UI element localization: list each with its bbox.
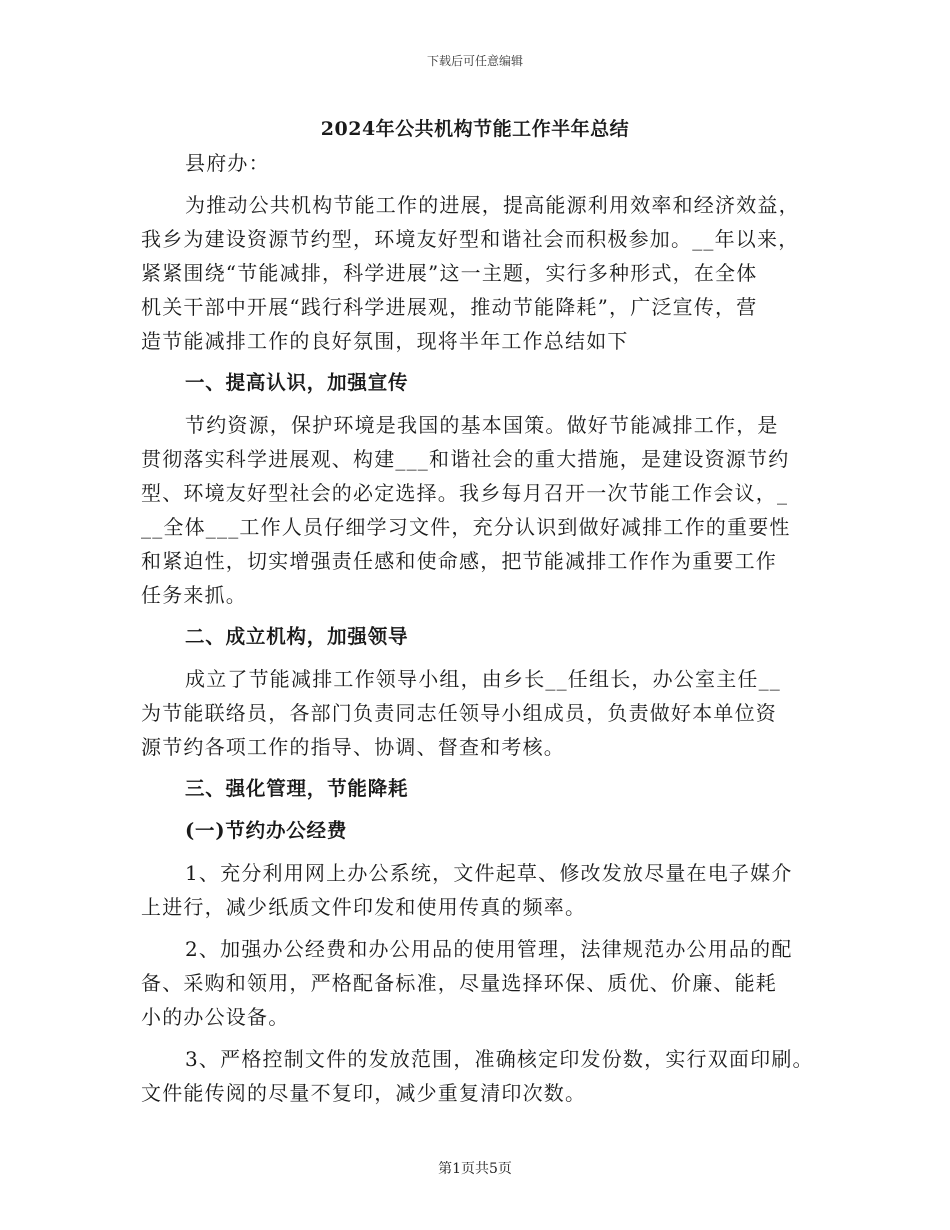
section2-line: 成立了节能减排工作领导小组，由乡长__任组长，办公室主任__ xyxy=(185,667,781,691)
section2-line: 为节能联络员，各部门负责同志任领导小组成员，负责做好本单位资 xyxy=(141,701,777,725)
item-line: 1、充分利用网上办公系统，文件起草、修改发放尽量在电子媒介 xyxy=(185,861,793,885)
intro-line: 为推动公共机构节能工作的进展，提高能源利用效率和经济效益， xyxy=(185,193,800,217)
section1-line: __全体___工作人员仔细学习文件，充分认识到做好减排工作的重要性 xyxy=(141,515,791,539)
section3-heading: 三、强化管理，节能降耗 xyxy=(185,777,409,800)
section1-line: 型、环境友好型社会的必定选择。我乡每月召开一次节能工作会议，_ xyxy=(141,481,789,505)
section1-line: 节约资源，保护环境是我国的基本国策。做好节能减排工作，是 xyxy=(185,413,779,437)
item-line: 上进行，减少纸质文件印发和使用传真的频率。 xyxy=(141,895,587,919)
item-line: 文件能传阅的尽量不复印，减少重复清印次数。 xyxy=(141,1081,587,1105)
section1-heading: 一、提高认识，加强宣传 xyxy=(185,371,409,394)
section3-subheading: (一)节约办公经费 xyxy=(185,819,348,842)
intro-line: 机关干部中开展“践行科学进展观，推动节能降耗”，广泛宣传，营 xyxy=(141,295,758,319)
section1-line: 任务来抓。 xyxy=(141,583,247,607)
section2-heading: 二、成立机构，加强领导 xyxy=(185,625,409,648)
document-title: 2024年公共机构节能工作半年总结 xyxy=(320,118,630,140)
intro-line: 我乡为建设资源节约型，环境友好型和谐社会而积极参加。__年以来， xyxy=(141,227,800,251)
section1-line: 贯彻落实科学进展观、构建___和谐社会的重大措施，是建设资源节约 xyxy=(141,447,790,471)
item-line: 2、加强办公经费和办公用品的使用管理，法律规范办公用品的配 xyxy=(185,937,793,961)
salutation: 县府办： xyxy=(185,151,270,175)
document-body xyxy=(141,146,814,1110)
intro-line: 紧紧围绕“节能减排，科学进展”这一主题，实行多种形式，在全体 xyxy=(141,261,758,285)
header-note: 下载后可任意编辑 xyxy=(426,54,523,68)
intro-line: 造节能减排工作的良好氛围，现将半年工作总结如下 xyxy=(141,329,629,353)
section1-line: 和紧迫性，切实增强责任感和使命感，把节能减排工作作为重要工作 xyxy=(141,549,777,573)
item-line: 3、严格控制文件的发放范围，准确核定印发份数，实行双面印刷。 xyxy=(185,1047,814,1071)
page-footer: 第1页共5页 xyxy=(438,1161,512,1177)
item-line: 备、采购和领用，严格配备标准，尽量选择环保、质优、价廉、能耗 xyxy=(141,971,777,995)
section2-line: 源节约各项工作的指导、协调、督查和考核。 xyxy=(141,735,565,759)
item-line: 小的办公设备。 xyxy=(141,1005,290,1029)
